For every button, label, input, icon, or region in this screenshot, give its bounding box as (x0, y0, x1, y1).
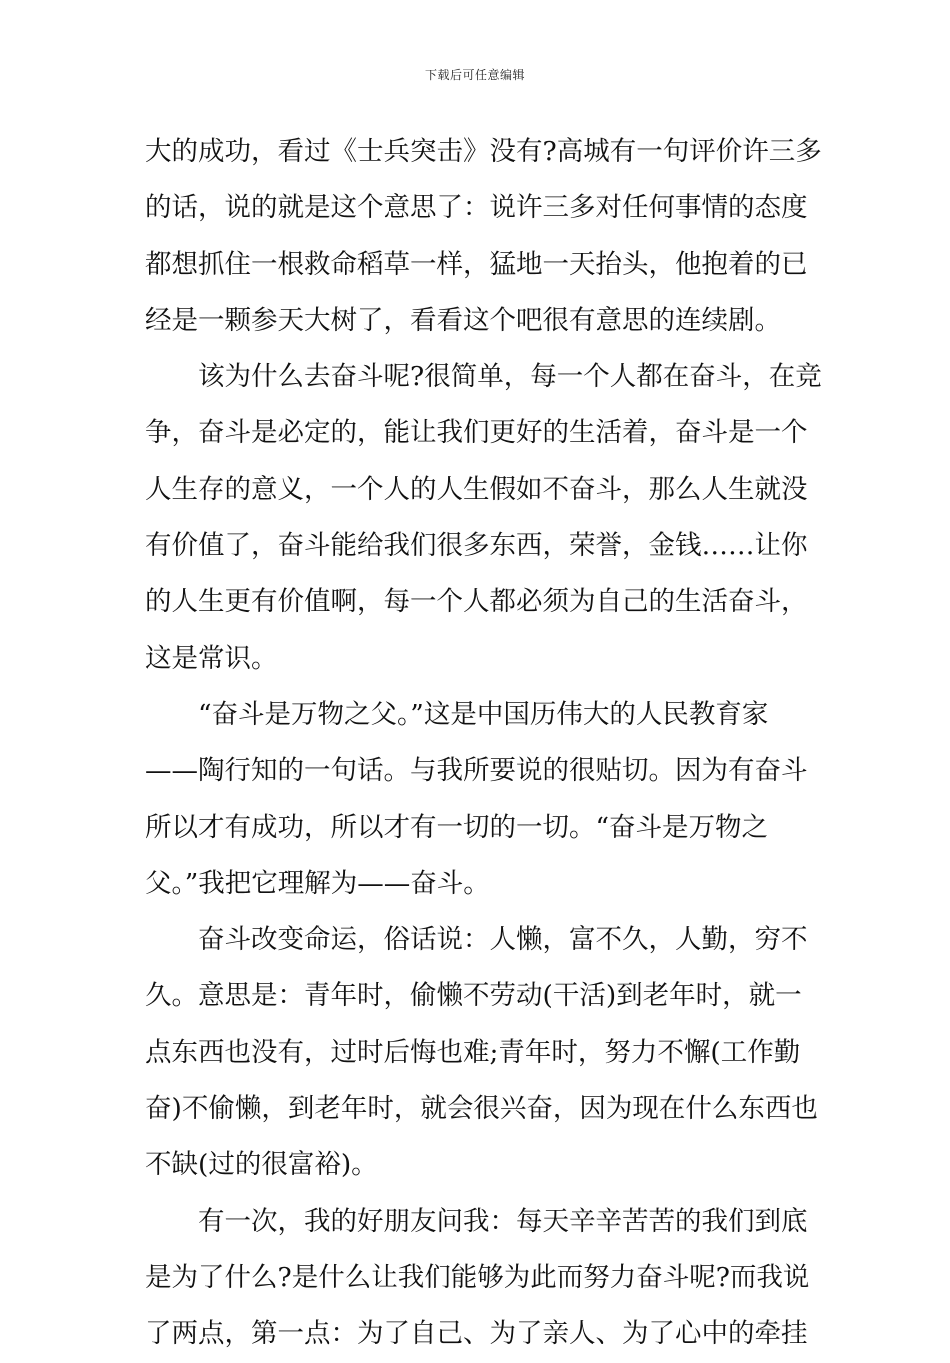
paragraph (145, 912, 818, 1193)
paragraph (145, 1194, 810, 1363)
text-line: 该为什么去奋斗呢?很简单，每一个人都在奋斗，在竞 (198, 361, 822, 393)
text-line: 父。”我把它理解为——奋斗。 (145, 867, 490, 899)
text-line: 人生存的意义，一个人的人生假如不奋斗，那么人生就没 (145, 473, 808, 505)
text-line: 的话，说的就是这个意思了：说许三多对任何事情的态度 (145, 192, 808, 224)
text-line: 奋)不偷懒，到老年时，就会很兴奋，因为现在什么东西也 (145, 1093, 818, 1125)
text-line: 不缺(过的很富裕)。 (145, 1149, 378, 1181)
text-line: 经是一颗参天大树了，看看这个吧很有意思的连续剧。 (145, 304, 781, 336)
text-line: 点东西也没有，过时后悔也难;青年时，努力不懈(工作勤 (145, 1036, 801, 1068)
text-line: 有价值了，奋斗能给我们很多东西，荣誉，金钱……让你 (145, 530, 808, 562)
text-line: 奋斗改变命运，俗话说：人懒，富不久，人勤，穷不 (198, 924, 808, 956)
page-header: 下载后可任意编辑 (424, 68, 525, 82)
document-body (145, 124, 822, 1363)
text-line: 争，奋斗是必定的，能让我们更好的生活着，奋斗是一个 (145, 417, 808, 449)
text-line: 所以才有成功，所以才有一切的一切。“奋斗是万物之 (145, 811, 769, 843)
text-line: 这是常识。 (145, 642, 278, 674)
text-line: “奋斗是万物之父。”这是中国历伟大的人民教育家 (198, 698, 769, 730)
text-line: 都想抓住一根救命稻草一样，猛地一天抬头，他抱着的已 (145, 248, 808, 280)
text-line: 是为了什么?是什么让我们能够为此而努力奋斗呢?而我说 (145, 1261, 810, 1293)
text-line: 大的成功，看过《士兵突击》没有?高城有一句评价许三多 (145, 136, 822, 167)
text-line: 的人生更有价值啊，每一个人都必须为自己的生活奋斗， (145, 586, 808, 618)
paragraph (145, 349, 822, 687)
text-line: 有一次，我的好朋友问我：每天辛辛苦苦的我们到底 (198, 1205, 808, 1237)
paragraph (145, 124, 822, 349)
text-line: 久。意思是：青年时，偷懒不劳动(干活)到老年时，就一 (145, 980, 802, 1012)
paragraph (145, 687, 810, 912)
text-line: ——陶行知的一句话。与我所要说的很贴切。因为有奋斗 (145, 755, 808, 787)
text-line: 了两点，第一点：为了自己、为了亲人、为了心中的牵挂 (145, 1318, 808, 1350)
